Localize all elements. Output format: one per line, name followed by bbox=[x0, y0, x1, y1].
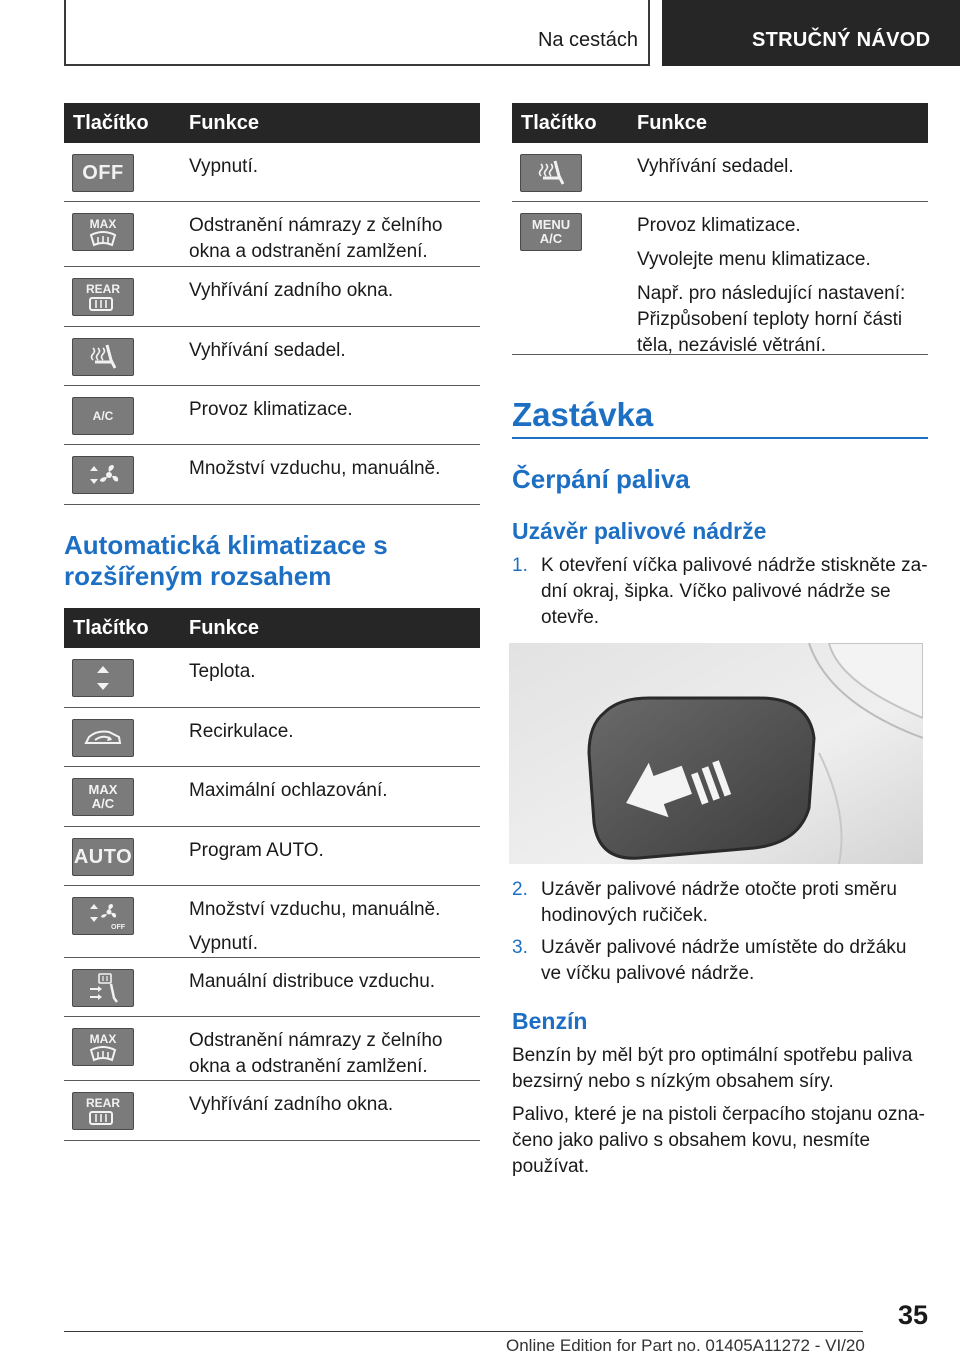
fuel-flap-photo bbox=[509, 643, 923, 864]
rear-defrost-icon: REAR bbox=[72, 278, 134, 316]
function-text: Vypnutí. bbox=[189, 156, 259, 177]
table-row bbox=[64, 648, 480, 708]
off-button-icon: OFF bbox=[72, 154, 134, 192]
page-number: 35 bbox=[898, 1300, 929, 1330]
petrol-paragraph-2: Palivo, které je na pistoli čerpacího stojanu označeno jako palivo s obsahem kovu, nesmíte používat. bbox=[512, 1104, 925, 1177]
footer-rule bbox=[64, 1331, 863, 1332]
function-text: Teplota. bbox=[189, 661, 256, 682]
list-item: 1. K otevření víčka palivové nádrže stiskněte zadní okraj, šipka. Víčko palivové nádrže se otevře. bbox=[512, 555, 928, 628]
function-text: Vyhřívání zadního okna. bbox=[189, 1094, 394, 1115]
table-row bbox=[64, 958, 480, 1017]
function-text: Maximální ochlazování. bbox=[189, 780, 388, 801]
table-row bbox=[64, 386, 480, 445]
table-row bbox=[64, 143, 480, 202]
seat-heating-icon bbox=[72, 338, 134, 376]
heading-fuel-cap: Uzávěr palivové nádrže bbox=[512, 518, 767, 544]
function-text: Odstranění námrazy z čelního okna a odstranění zamlžení. bbox=[189, 1030, 443, 1077]
max-ac-icon: MAX A/C bbox=[72, 778, 134, 816]
controls-table-auto bbox=[64, 608, 480, 1141]
function-text: Recirkulace. bbox=[189, 721, 294, 742]
table-row bbox=[64, 886, 480, 958]
function-text: Program AUTO. bbox=[189, 840, 324, 861]
table-header bbox=[64, 608, 480, 648]
fan-icon bbox=[72, 456, 134, 494]
col-button-header: Tlačítko bbox=[521, 111, 597, 134]
fan-off-icon: OFF bbox=[72, 897, 134, 935]
heading-stop: Zastávka bbox=[512, 396, 654, 433]
table-row bbox=[64, 767, 480, 827]
table-row bbox=[64, 827, 480, 886]
edition-footer: Online Edition for Part no. 01405A11272 - VI/20 bbox=[506, 1336, 865, 1355]
air-distribution-icon bbox=[72, 969, 134, 1007]
section-title: Na cestách bbox=[537, 29, 638, 51]
temperature-arrows-icon bbox=[72, 659, 134, 697]
seat-heating-icon bbox=[520, 154, 582, 192]
steps-list-2 bbox=[512, 877, 928, 987]
table-row bbox=[64, 708, 480, 767]
table-row bbox=[64, 327, 480, 386]
list-item: 3. Uzávěr palivové nádrže umístěte do držáku ve víčku palivové nádrže. bbox=[512, 937, 907, 984]
petrol-paragraph-1: Benzín by měl být pro optimální spotřebu paliva bezsirný nebo s nízkým obsahem síry. bbox=[512, 1045, 913, 1092]
table-row bbox=[64, 1081, 480, 1141]
max-defrost-icon: MAX bbox=[72, 213, 134, 251]
table-header bbox=[64, 103, 480, 143]
heading-rule bbox=[512, 437, 928, 439]
table-row bbox=[64, 202, 480, 267]
rear-defrost-icon: REAR bbox=[72, 1092, 134, 1130]
ac-icon: A/C bbox=[72, 397, 134, 435]
function-text: Vyhřívání sedadel. bbox=[189, 340, 346, 361]
menu-ac-icon: MENU A/C bbox=[520, 213, 582, 251]
col-function-header: Funkce bbox=[189, 111, 260, 134]
recirculation-icon bbox=[72, 719, 134, 757]
table-row bbox=[512, 143, 928, 202]
max-defrost-icon: MAX bbox=[72, 1028, 134, 1066]
table-header bbox=[512, 103, 928, 143]
controls-table-right bbox=[512, 103, 928, 355]
function-text: Vyhřívání sedadel. bbox=[637, 156, 794, 177]
steps-list-1 bbox=[512, 553, 928, 631]
col-button-header: Tlačítko bbox=[73, 111, 149, 134]
auto-icon: AUTO bbox=[72, 838, 134, 876]
list-item: 2. Uzávěr palivové nádrže otočte proti směru hodinových ručiček. bbox=[512, 879, 897, 926]
heading-petrol: Benzín bbox=[512, 1008, 588, 1034]
table-row bbox=[64, 445, 480, 505]
function-text: Vyhřívání zadního okna. bbox=[189, 280, 394, 301]
function-text: Množství vzduchu, manuálně. Vypnutí. bbox=[189, 899, 441, 954]
table-row bbox=[64, 267, 480, 327]
col-function-header: Funkce bbox=[637, 111, 708, 134]
heading-refuel: Čerpání paliva bbox=[512, 464, 690, 494]
heading-automatic-climate: Automatická klimatizace s rozšířeným rozsahem bbox=[64, 530, 388, 591]
function-text: Provoz klimatizace. Vyvolejte menu klimatizace. Např. pro následující nastavení: Přizpůsobení teploty horní části těla, nezávislé větrání. bbox=[637, 215, 906, 356]
chapter-tab: STRUČNÝ NÁVOD bbox=[662, 0, 960, 66]
controls-table-left bbox=[64, 103, 480, 505]
col-function-header: Funkce bbox=[189, 616, 260, 639]
function-text: Množství vzduchu, manuálně. bbox=[189, 458, 441, 479]
function-text: Manuální distribuce vzduchu. bbox=[189, 971, 436, 992]
function-text: Provoz klimatizace. bbox=[189, 399, 353, 420]
function-text: Odstranění námrazy z čelního okna a odstranění zamlžení. bbox=[189, 215, 443, 262]
table-row bbox=[64, 1017, 480, 1081]
col-button-header: Tlačítko bbox=[73, 616, 149, 639]
table-row bbox=[512, 202, 928, 355]
